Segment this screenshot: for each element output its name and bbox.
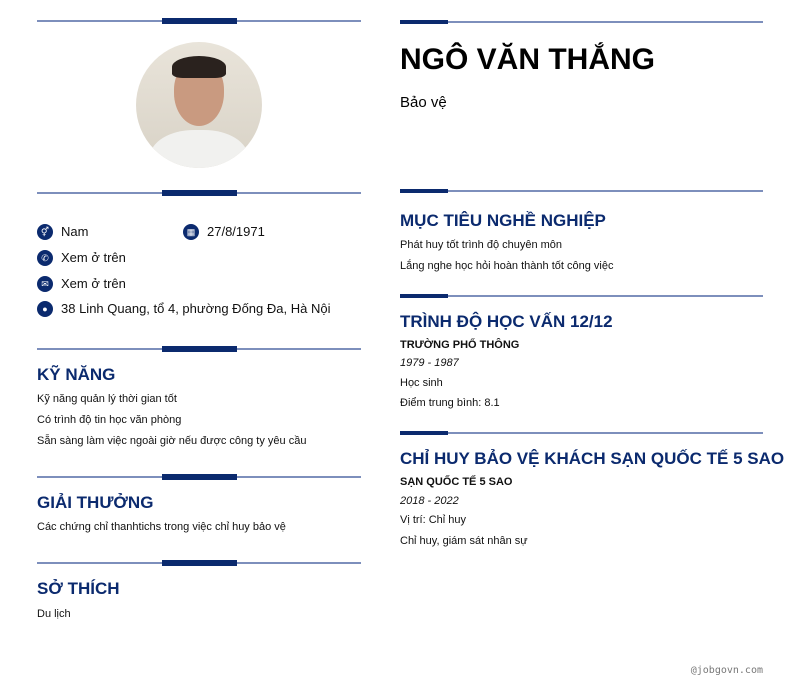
objective-item: Phát huy tốt trình độ chuyên môn	[400, 239, 563, 251]
divider	[37, 20, 361, 22]
skill-item: Kỹ năng quản lý thời gian tốt	[37, 393, 177, 405]
hobby-item: Du lịch	[37, 608, 71, 620]
phone: Xem ở trên	[61, 250, 126, 265]
avatar	[136, 42, 262, 168]
experience-title: CHỈ HUY BẢO VỆ KHÁCH SẠN QUỐC TẾ 5 SAO	[400, 449, 785, 468]
birthday: 27/8/1971	[207, 224, 265, 239]
gender: Nam	[61, 224, 89, 239]
skills-title: KỸ NĂNG	[37, 365, 116, 384]
education-line: Học sinh	[400, 377, 443, 389]
position: Bảo vệ	[400, 94, 447, 111]
hobbies-title: SỞ THÍCH	[37, 579, 120, 598]
calendar-icon: ▦	[183, 224, 199, 240]
skill-item: Có trình độ tin học văn phòng	[37, 414, 182, 426]
watermark: @jobgovn.com	[690, 665, 763, 676]
experience-org: SẠN QUỐC TẾ 5 SAO	[400, 476, 513, 488]
experience-line: Chỉ huy, giám sát nhân sự	[400, 535, 528, 547]
email-icon: ✉	[37, 276, 53, 292]
divider	[37, 348, 361, 350]
education-title: TRÌNH ĐỘ HỌC VẤN 12/12	[400, 312, 613, 331]
objective-item: Lắng nghe học hỏi hoàn thành tốt công việc	[400, 260, 614, 272]
education-period: 1979 - 1987	[400, 357, 459, 369]
address: 38 Linh Quang, tổ 4, phường Đống Đa, Hà Nội	[61, 301, 331, 316]
phone-icon: ✆	[37, 250, 53, 266]
experience-line: Vị trí: Chỉ huy	[400, 514, 467, 526]
awards-title: GIẢI THƯỞNG	[37, 493, 154, 512]
experience-period: 2018 - 2022	[400, 495, 459, 507]
education-line: Điểm trung bình: 8.1	[400, 397, 500, 409]
location-icon: ●	[37, 301, 53, 317]
divider	[37, 476, 361, 478]
divider	[37, 192, 361, 194]
gender-icon: ⚥	[37, 224, 53, 240]
objective-title: MỤC TIÊU NGHỀ NGHIỆP	[400, 211, 606, 230]
divider	[400, 190, 763, 192]
divider	[400, 295, 763, 297]
divider	[400, 21, 763, 23]
award-item: Các chứng chỉ thanhtichs trong việc chỉ huy bảo vệ	[37, 521, 286, 533]
education-org: TRƯỜNG PHỔ THÔNG	[400, 339, 520, 351]
divider	[400, 432, 763, 434]
full-name: NGÔ VĂN THẮNG	[400, 43, 655, 76]
skill-item: Sẵn sàng làm việc ngoài giờ nếu được công ty yêu cầu	[37, 435, 307, 447]
email: Xem ở trên	[61, 276, 126, 291]
divider	[37, 562, 361, 564]
